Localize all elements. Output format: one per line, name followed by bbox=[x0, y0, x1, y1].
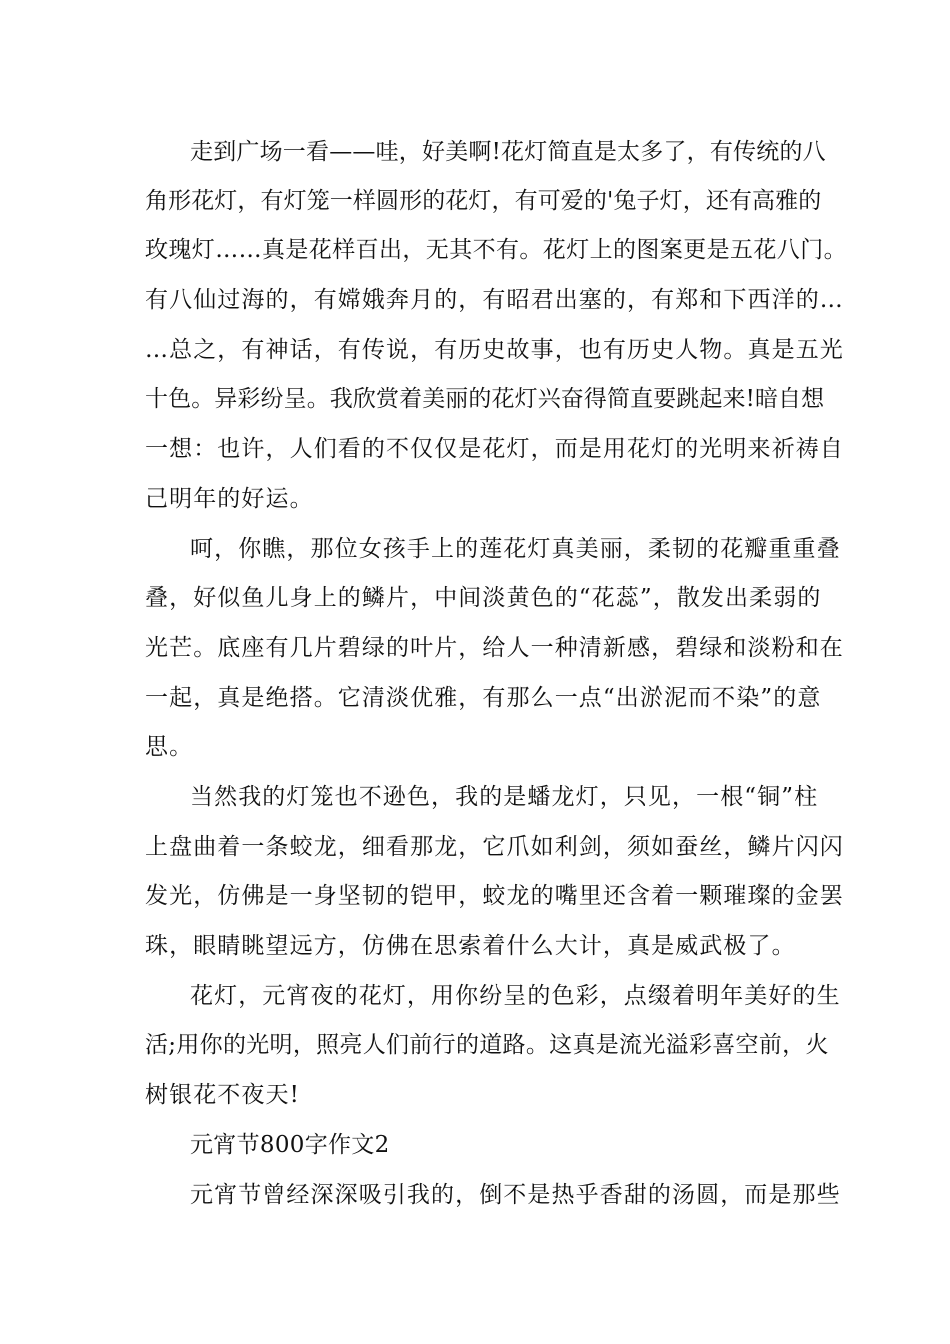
text-line: 当然我的灯笼也不逊色，我的是蟠龙灯，只见，一根“铜”柱 bbox=[190, 784, 819, 810]
text-line: 玫瑰灯……真是花样百出，无其不有。花灯上的图案更是五花八门。 bbox=[145, 237, 847, 263]
text-line: 有八仙过海的，有嫦娥奔月的，有昭君出塞的，有郑和下西洋的… bbox=[145, 287, 844, 313]
text-line: 珠，眼睛眺望远方，仿佛在思索着什么大计，真是威武极了。 bbox=[145, 933, 796, 959]
text-line: 呵，你瞧，那位女孩手上的莲花灯真美丽，柔韧的花瓣重重叠 bbox=[190, 536, 841, 562]
text-line: 发光，仿佛是一身坚韧的铠甲，蛟龙的嘴里还含着一颗璀璨的金罢 bbox=[145, 883, 844, 909]
text-line: 一想：也许，人们看的不仅仅是花灯，而是用花灯的光明来祈祷自 bbox=[145, 436, 844, 462]
text-line: 树银花不夜天! bbox=[145, 1082, 300, 1108]
text-line: 角形花灯，有灯笼一样圆形的花灯，有可爱的'兔子灯，还有高雅的 bbox=[145, 188, 822, 214]
text-line: 十色。异彩纷呈。我欣赏着美丽的花灯兴奋得简直要跳起来!暗自想 bbox=[145, 386, 825, 412]
text-line: 元宵节曾经深深吸引我的，倒不是热乎香甜的汤圆，而是那些 bbox=[190, 1182, 841, 1208]
text-line: 光芒。底座有几片碧绿的叶片，给人一种清新感，碧绿和淡粉和在 bbox=[145, 635, 844, 661]
text-line: 一起，真是绝搭。它清淡优雅，有那么一点“出淤泥而不染”的意 bbox=[145, 685, 822, 711]
text-line: …总之，有神话，有传说，有历史故事，也有历史人物。真是五光 bbox=[145, 337, 844, 363]
text-line: 叠，好似鱼儿身上的鳞片，中间淡黄色的“花蕊”，散发出柔弱的 bbox=[145, 585, 822, 611]
essay-title: 元宵节800字作文2 bbox=[190, 1132, 390, 1158]
text-line: 活;用你的光明，照亮人们前行的道路。这真是流光溢彩喜空前，火 bbox=[145, 1032, 829, 1058]
text-line: 花灯，元宵夜的花灯，用你纷呈的色彩，点缀着明年美好的生 bbox=[190, 983, 841, 1009]
text-line: 思。 bbox=[145, 734, 194, 760]
text-line: 走到广场一看——哇，好美啊!花灯简直是太多了，有传统的八 bbox=[190, 139, 826, 165]
text-line: 己明年的好运。 bbox=[145, 486, 314, 512]
text-line: 上盘曲着一条蛟龙，细看那龙，它爪如利剑，须如蚕丝，鳞片闪闪 bbox=[145, 834, 844, 860]
